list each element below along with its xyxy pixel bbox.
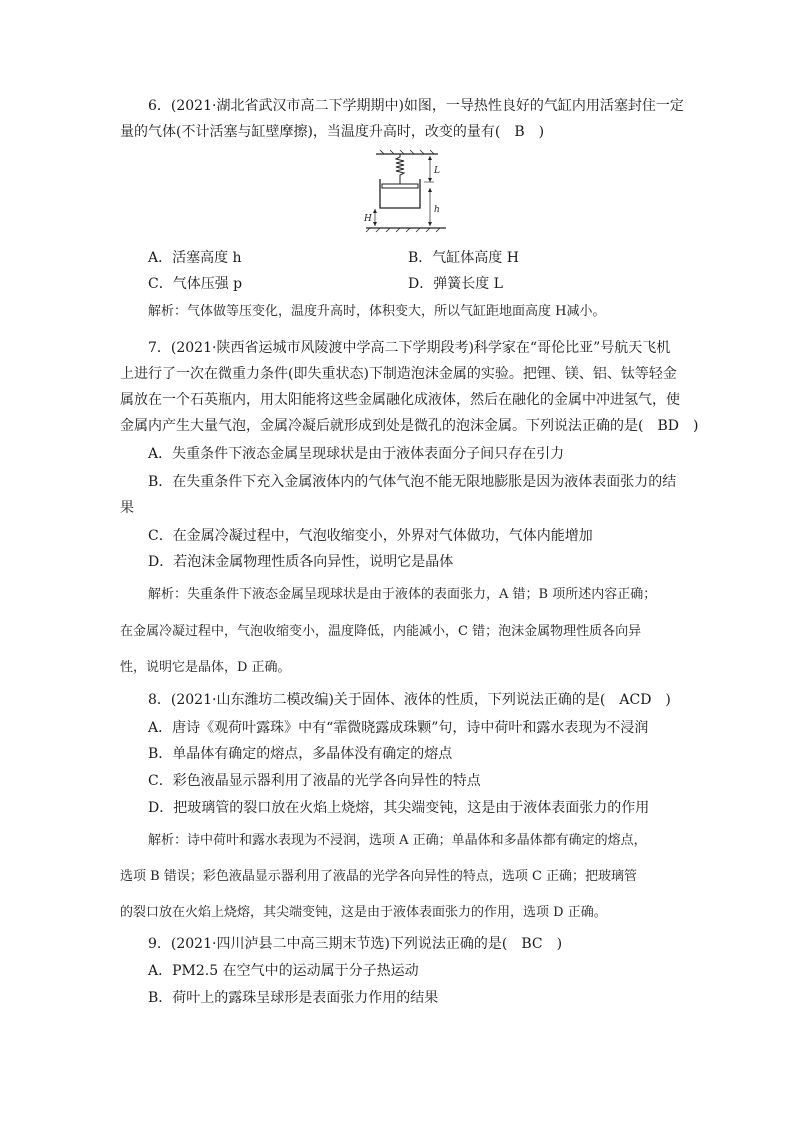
q7-analysis-line2: 在金属冷凝过程中，气泡收缩变小，温度降低，内能减小，C 错；泡沫金属物理性质各向异 (120, 624, 642, 639)
q7-option-a: A．失重条件下液态金属呈现球状是由于液体表面分子间只存在引力 (148, 446, 565, 462)
q7-option-d: D．若泡沫金属物理性质各向异性，说明它是晶体 (148, 554, 454, 570)
q6-option-d: D．弹簧长度 L (408, 276, 503, 292)
q6-option-c: C．气体压强 p (148, 276, 243, 292)
q8-option-c: C．彩色液晶显示器利用了液晶的光学各向异性的特点 (148, 773, 481, 789)
q8-option-a: A．唐诗《观荷叶露珠》中有“霏微晓露成珠颗”句，诗中荷叶和露水表现为不浸润 (148, 720, 649, 736)
q8-analysis-line3: 的裂口放在火焰上烧熔，其尖端变钝，这是由于液体表面张力的作用，选项 D 正确。 (120, 905, 607, 920)
q9-stem: 9．(2021·四川泸县二中高三期末节选)下列说法正确的是( BC ) (148, 936, 563, 952)
q7-analysis-line3: 性，说明它是晶体，D 正确。 (120, 660, 291, 675)
cylinder-piston-figure (362, 148, 452, 240)
q7-analysis-line1: 解析：失重条件下液态金属呈现球状是由于液体的表面张力，A 错；B 项所述内容正确； (148, 587, 657, 602)
q8-option-b: B．单晶体有确定的熔点，多晶体没有确定的熔点 (148, 746, 453, 762)
q8-option-d: D．把玻璃管的裂口放在火焰上烧熔，其尖端变钝，这是由于液体表面张力的作用 (148, 800, 650, 816)
ground (366, 228, 446, 232)
q7-stem-line2: 上进行了一次在微重力条件(即失重状态)下制造泡沫金属的实验。把锂、镁、铝、钛等轻金 (120, 366, 677, 382)
label-L: L (434, 166, 440, 176)
q9-option-a: A．PM2.5 在空气中的运动属于分子热运动 (148, 963, 419, 979)
q7-option-b-line2: 果 (120, 500, 134, 516)
q8-stem: 8．(2021·山东潍坊二模改编)关于固体、液体的性质，下列说法正确的是( ACD ) (148, 692, 671, 708)
label-H: H (364, 214, 372, 224)
q7-option-c: C．在金属冷凝过程中，气泡收缩变小，外界对气体做功，气体内能增加 (148, 528, 593, 544)
piston (382, 184, 418, 188)
q7-stem-line1: 7．(2021·陕西省运城市风陵渡中学高二下学期段考)科学家在“哥伦比亚”号航天飞机 (148, 340, 671, 356)
label-h: h (434, 205, 440, 215)
q6-stem-line1: 6．(2021·湖北省武汉市高二下学期期中)如图，一导热性良好的气缸内用活塞封住一定 (148, 98, 684, 114)
q7-stem-line4: 金属内产生大量气泡，金属冷凝后就形成到处是微孔的泡沫金属。下列说法正确的是( BD ) (120, 418, 699, 434)
q9-option-b: B．荷叶上的露珠呈球形是表面张力作用的结果 (148, 990, 439, 1006)
q6-option-b: B．气缸体高度 H (408, 250, 519, 266)
q7-stem-line3: 属放在一个石英瓶内，用太阳能将这些金属融化成液体，然后在融化的金属中冲进氢气，使 (120, 392, 680, 408)
q6-option-a: A．活塞高度 h (148, 250, 242, 266)
q8-analysis-line2: 选项 B 错误；彩色液晶显示器利用了液晶的光学各向异性的特点，选项 C 正确；把玻璃管 (120, 869, 638, 884)
q6-stem-line2: 量的气体(不计活塞与缸壁摩擦)，当温度升高时，改变的量有( B ) (120, 124, 545, 140)
q8-analysis-line1: 解析：诗中荷叶和露水表现为不浸润，选项 A 正确；单晶体和多晶体都有确定的熔点， (148, 833, 647, 848)
q6-analysis: 解析：气体做等压变化，温度升高时，体积变大，所以气缸距地面高度 H减小。 (148, 304, 606, 319)
q7-option-b-line1: B．在失重条件下充入金属液体内的气体气泡不能无限地膨胀是因为液体表面张力的结 (148, 474, 677, 490)
ceiling (376, 150, 438, 154)
spring (396, 154, 404, 184)
